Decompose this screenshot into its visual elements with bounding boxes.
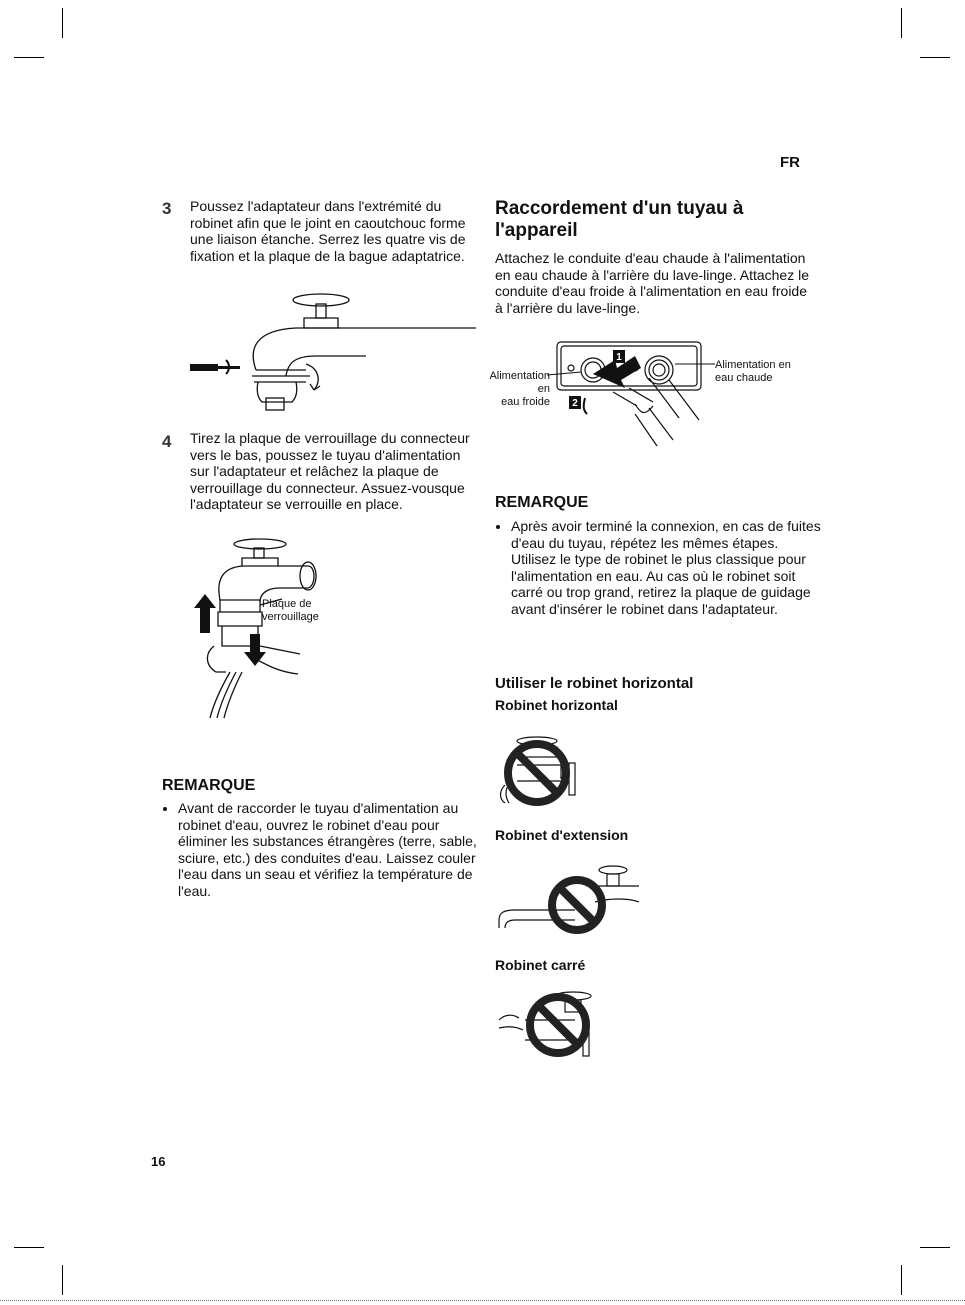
crop-mark-tl-v — [62, 8, 63, 38]
cold-water-callout: Alimentation en eau froide — [489, 370, 550, 408]
crop-mark-tr-v — [901, 8, 902, 38]
section-title: Raccordement d'un tuyau à l'appareil — [495, 198, 744, 241]
crop-mark-bl-h — [14, 1247, 44, 1248]
right-note-title: REMARQUE — [495, 494, 589, 511]
square-faucet-label: Robinet carré — [495, 957, 586, 973]
crop-mark-tr-h — [920, 57, 950, 58]
right-note-item: • Après avoir terminé la connexion, en cas de fuites d'eau du tuyau, répétez les mêmes étapes. Utilisez le type de robinet le plus classique pour l'alimentation en eau. Au cas où le robinet soit carré ou trop grand, retirez la plaque de guidage avant d'insérer le robinet dans l'adaptateur. — [511, 518, 823, 617]
extension-faucet-label: Robinet d'extension — [495, 827, 629, 843]
badge-2: 2 — [572, 398, 578, 409]
section-text: Attachez le conduite d'eau chaude à l'alimentation en eau chaude à l'arrière du lave-linge. Attachez le conduite d'eau froide à l'alimentation en eau froide à l'arrière du lave-linge. — [495, 250, 809, 316]
left-note-list — [162, 800, 490, 899]
square-faucet-icon — [495, 990, 605, 1065]
extension-faucet-icon — [495, 860, 645, 940]
crop-mark-br-h — [920, 1247, 950, 1248]
locking-plate-illustration — [190, 538, 320, 723]
right-note-list — [495, 518, 823, 617]
faucet-section-title: Utiliser le robinet horizontal — [495, 675, 694, 692]
horizontal-faucet-label: Robinet horizontal — [495, 697, 618, 713]
step-4-text: Tirez la plaque de verrouillage du connecteur vers le bas, poussez le tuyau d'alimentation sur l'adaptateur et relâchez la plaque de verrouillage du connecteur. Assuez-vousque l'adaptateur se verrouille en place. — [190, 430, 470, 512]
hot-water-callout: Alimentation en eau chaude — [715, 359, 791, 384]
horizontal-faucet-icon — [495, 735, 585, 810]
badge-1: 1 — [616, 352, 622, 363]
hose-connection-diagram — [545, 338, 720, 448]
left-note-item: • Avant de raccorder le tuyau d'alimentation au robinet d'eau, ouvrez le robinet d'eau pour éliminer les substances étrangères (terre, sable, sciure, etc.) des conduites d'eau. Laissez couler l'eau dans un seau et vérifiez la température de l'eau. — [178, 800, 490, 899]
page-number: 16 — [151, 1154, 166, 1169]
left-note-title: REMARQUE — [162, 777, 256, 794]
step-3-number: 3 — [162, 199, 172, 218]
crop-mark-bl-v — [62, 1265, 63, 1295]
crop-mark-tl-h — [14, 57, 44, 58]
faucet-adapter-illustration — [186, 290, 376, 415]
trim-line — [0, 1300, 965, 1301]
locking-plate-callout: Plaque de verrouillage — [262, 598, 319, 623]
crop-mark-br-v — [901, 1265, 902, 1295]
step-3-text: Poussez l'adaptateur dans l'extrémité du robinet afin que le joint en caoutchouc forme une liaison étanche. Serrez les quatre vis de fixation et la plaque de la bague adaptatrice. — [190, 198, 466, 264]
language-label: FR — [780, 154, 800, 171]
step-4-number: 4 — [162, 432, 172, 451]
